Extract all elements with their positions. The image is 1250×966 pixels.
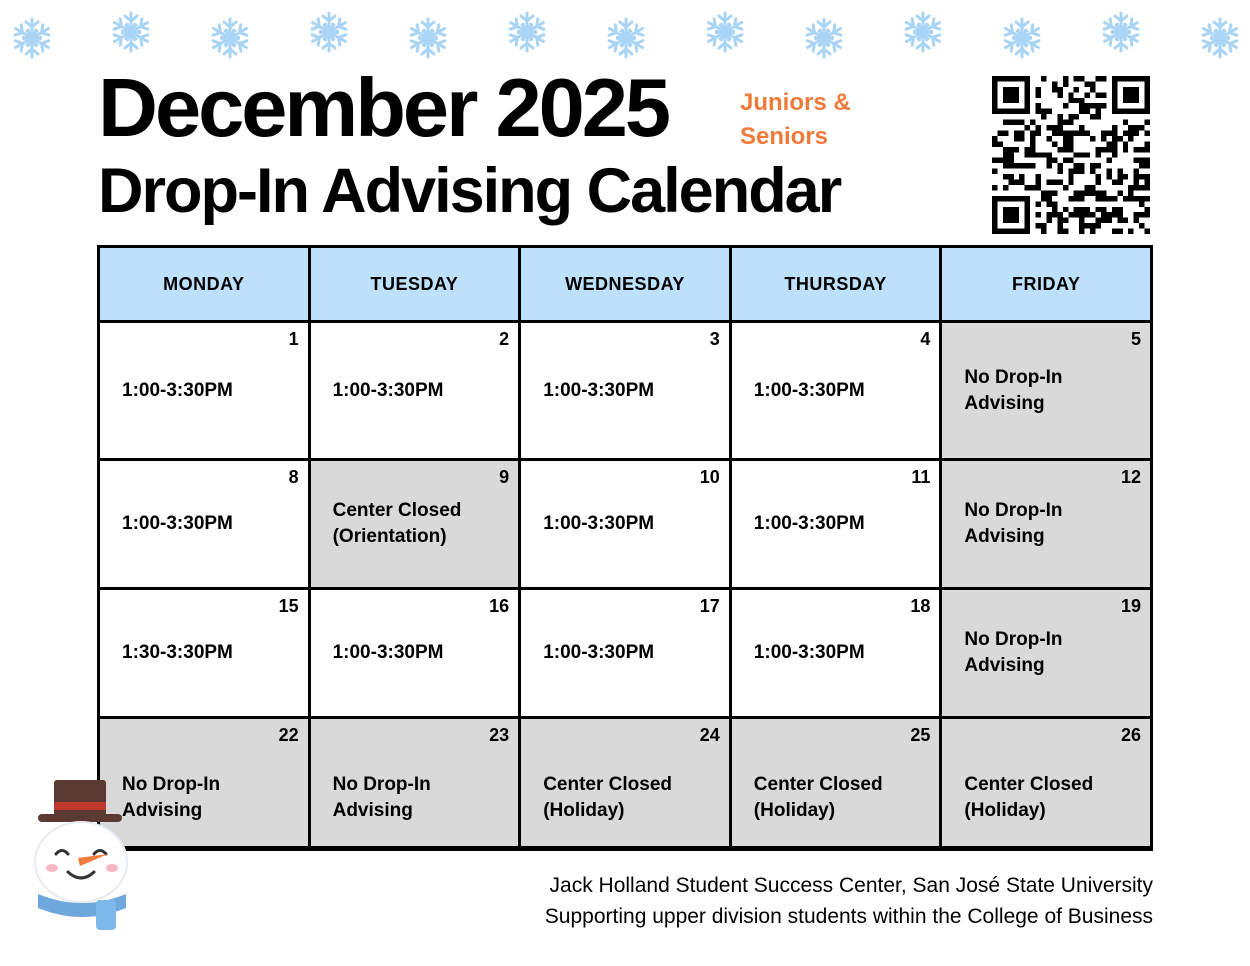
day-note: 1:00-3:30PM [753,513,865,534]
day-number: 16 [489,596,510,616]
calendar-cell [100,323,308,458]
day-number: 19 [1120,596,1141,616]
calendar-cell [732,719,940,846]
day-header-thursday: THURSDAY [732,248,940,320]
snowflake-icon [1099,10,1143,54]
day-note: No Drop-In Advising [964,366,1063,414]
day-note: 1:00-3:30PM [753,642,865,663]
day-note: 1:00-3:30PM [543,642,655,663]
day-number: 25 [910,725,931,745]
snowflake-icon [802,16,846,60]
day-note: 1:00-3:30PM [332,379,444,401]
day-note: No Drop-In Advising [122,773,221,821]
day-note: Center Closed (Orientation) [332,500,462,547]
day-number: 18 [910,596,931,616]
audience-line-1: Juniors & [740,89,851,116]
snowflake-icon [109,10,153,54]
calendar-cell [942,590,1150,716]
footer-center-name: Jack Holland Student Success Center, San José State University [549,874,1153,897]
page-subtitle: Drop-In Advising Calendar [98,156,841,226]
snowflake-icon [10,16,54,60]
day-number: 22 [278,725,299,745]
day-number: 5 [1130,329,1141,349]
day-note: No Drop-In Advising [964,629,1063,676]
day-note: 1:00-3:30PM [332,642,444,663]
day-number: 23 [489,725,510,745]
day-header-wednesday: WEDNESDAY [521,248,729,320]
day-number: 12 [1120,467,1141,487]
qr-code-icon[interactable] [992,76,1150,234]
snowflake-icon [307,10,351,54]
snowflake-icon [703,10,747,54]
day-header-tuesday: TUESDAY [311,248,519,320]
day-note: 1:00-3:30PM [122,513,233,534]
calendar-cell [942,323,1150,458]
snowman-icon [26,776,138,936]
snowflake-icon [901,10,945,54]
day-number: 15 [278,596,299,616]
day-header-monday: MONDAY [100,248,308,320]
snowflake-icon [208,16,252,60]
day-note: 1:00-3:30PM [543,513,655,534]
day-number: 9 [499,467,510,487]
day-note: Center Closed (Holiday) [543,773,672,821]
snowflake-icon [505,10,549,54]
day-number: 11 [911,467,931,487]
footer-tagline: Supporting upper division students within the College of Business [544,905,1153,928]
calendar-cell [732,461,940,587]
audience-line-2: Seniors [740,123,829,150]
day-note: 1:00-3:30PM [543,379,655,401]
calendar-cell [311,323,519,458]
snowflake-icon [1198,16,1242,60]
calendar-cell [311,590,519,716]
calendar-cell [521,590,729,716]
day-number: 26 [1120,725,1141,745]
calendar-cell [732,590,940,716]
day-note: Center Closed (Holiday) [964,773,1094,821]
day-note: 1:00-3:30PM [122,379,233,401]
day-number: 3 [709,329,720,349]
day-number: 4 [920,329,931,349]
calendar-cell [521,323,729,458]
day-number: 1 [288,329,299,349]
calendar-cell [942,719,1150,846]
audience-label [740,86,880,154]
calendar-cell [311,719,519,846]
calendar-cell [100,461,308,587]
calendar-cell [521,461,729,587]
day-number: 17 [699,596,720,616]
snowflake-icon [406,16,450,60]
calendar-cell [942,461,1150,587]
day-number: 2 [499,329,510,349]
day-note: No Drop-In Advising [964,500,1063,547]
day-number: 10 [699,467,720,487]
snowflake-icon [1000,16,1044,60]
snowflake-icon [604,16,648,60]
day-number: 24 [699,725,720,745]
snowflake-row [0,8,1250,68]
footer [545,870,1153,932]
day-number: 8 [288,467,299,487]
page-title: December 2025 [98,61,669,154]
day-header-friday: FRIDAY [942,248,1150,320]
day-note: Center Closed (Holiday) [753,773,883,821]
calendar-cell [732,323,940,458]
day-note: No Drop-In Advising [332,773,431,821]
calendar-cell [311,461,519,587]
day-note: 1:30-3:30PM [122,642,233,663]
calendar-cell [521,719,729,846]
day-note: 1:00-3:30PM [753,379,865,401]
calendar-cell [100,590,308,716]
calendar-grid [97,245,1153,851]
